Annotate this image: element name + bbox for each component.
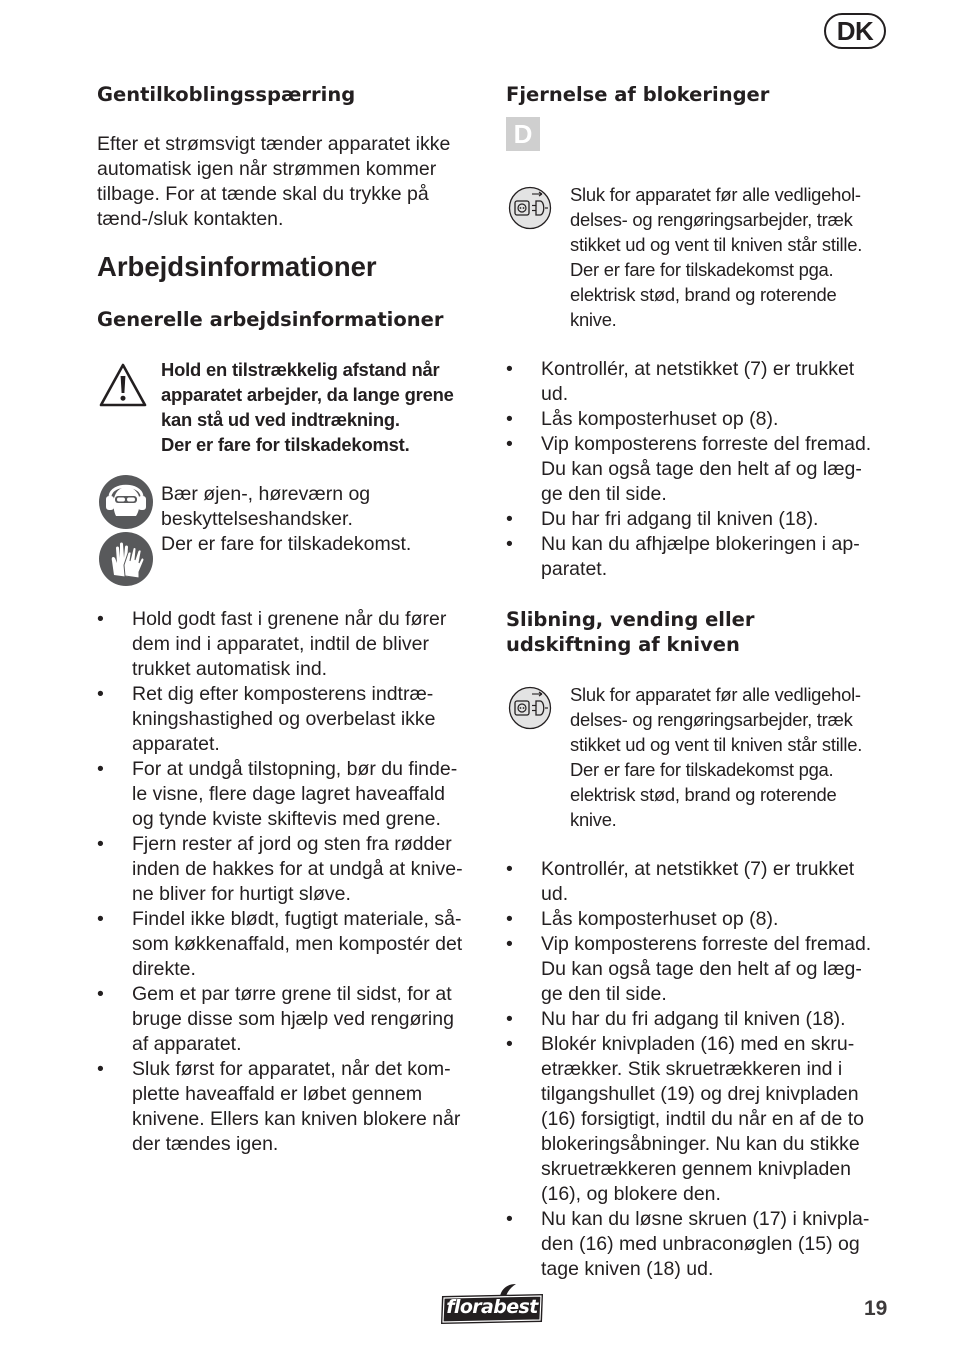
page-title: Arbejdsinformationer — [97, 251, 377, 282]
restart-protection-text: Efter et strømsvigt tænder apparatet ikke automatisk igen når strømmen kommer tilbage. For at tænde skal du trykke på tænd-/sluk kontakten. — [97, 133, 451, 230]
list-item: • Lås komposterhuset op (8). — [506, 408, 779, 430]
list-item: • Lås komposterhuset op (8). — [506, 908, 779, 930]
section-heading-fjernelse: Fjernelse af blokeringer — [506, 83, 770, 106]
list-item: • Kontrollér, at netstikket (7) er trukket ud. — [506, 358, 855, 405]
florabest-logo: florabest — [438, 1282, 548, 1326]
warning-text: Hold en tilstrækkelig afstand når apparatet arbejder, da lange grene kan stå ud ved indtrækning. Der er fare for tilskadekomst. — [161, 359, 454, 455]
left-bullet-list — [97, 607, 487, 1157]
unplug-icon — [508, 186, 552, 235]
right-bullet-list-1 — [506, 357, 896, 582]
gloves-icon — [98, 531, 154, 592]
language-badge: DK — [824, 13, 886, 49]
list-item: • Ret dig efter komposterens indtræ- kningshastighed og overbelast ikke apparatet. — [97, 683, 436, 755]
list-item: • Gem et par tørre grene til sidst, for at bruge disse som hjælp ved rengøring af apparatet. — [97, 983, 454, 1055]
list-item: • Sluk først for apparatet, når det kom- plette haveaffald er løbet gennem knivene. Ellers kan kniven blokere når der tændes igen. — [97, 1058, 461, 1155]
list-item: • Nu kan du løsne skruen (17) i knivpla- den (16) med unbraconøglen (15) og tage kniven (18) ud. — [506, 1208, 870, 1280]
list-item: • Du har fri adgang til kniven (18). — [506, 508, 819, 530]
list-item: • Vip komposterens forreste del fremad. Du kan også tage den helt af og læg- ge den til side. — [506, 933, 872, 1005]
list-item: • Findel ikke blødt, fugtigt materiale, så- som køkkenaffald, men kompostér det direkte. — [97, 908, 463, 980]
list-item: • Vip komposterens forreste del fremad. Du kan også tage den helt af og læg- ge den til side. — [506, 433, 872, 505]
list-item: • Nu har du fri adgang til kniven (18). — [506, 1008, 846, 1030]
list-item: • Nu kan du afhjælpe blokeringen i ap- paratet. — [506, 533, 860, 580]
list-item: • Blokér knivpladen (16) med en skru- etrækker. Stik skruetrækkeren ind i tilgangshullet (19) og drej knivpladen (16) forsigtigt, indtil du når en af de to blokeringsåbninger. Nu kan du stikke skruetrækkeren gennem knivpladen (16), og blokere den. — [506, 1033, 865, 1205]
list-item: • For at undgå tilstopning, bør du finde- le visne, flere dage lagret haveaffald og tynde kviste skiftevis med grene. — [97, 758, 458, 830]
list-item: • Kontrollér, at netstikket (7) er trukket ud. — [506, 858, 855, 905]
section-heading-generelle: Generelle arbejdsinformationer — [97, 308, 444, 331]
ppe-text: Bær øjen-, høreværn og beskyttelseshandsker. Der er fare for tilskadekomst. — [161, 483, 412, 555]
safety-notice-text: Sluk for apparatet før alle vedligehol- delses- og rengøringsarbejder, træk stikket ud og vent til kniven står stille. Der er fare for tilskadekomst pga. elektrisk stød, brand og roterende knive. — [570, 684, 863, 830]
right-bullet-list-2 — [506, 857, 896, 1282]
warning-triangle-icon — [98, 362, 148, 413]
page-number: 19 — [864, 1297, 888, 1320]
section-heading-slibning: Slibning, vending eller udskiftning af kniven — [506, 608, 755, 656]
list-item: • Fjern rester af jord og sten fra rødder inden de hakkes for at undgå at knive- ne bliver for hurtigt sløve. — [97, 833, 463, 905]
goggles-ear-protection-icon — [98, 474, 154, 535]
section-heading-gentilkobling: Gentilkoblingsspærring — [97, 83, 356, 106]
unplug-icon — [508, 686, 552, 735]
safety-notice-text: Sluk for apparatet før alle vedligehol- delses- og rengøringsarbejder, træk stikket ud og vent til kniven står stille. Der er fare for tilskadekomst pga. elektrisk stød, brand og roterende knive. — [570, 184, 863, 330]
list-item: • Hold godt fast i grenene når du fører dem ind i apparatet, indtil de bliver trukket automatisk ind. — [97, 608, 447, 680]
section-badge-d: D — [506, 117, 540, 151]
